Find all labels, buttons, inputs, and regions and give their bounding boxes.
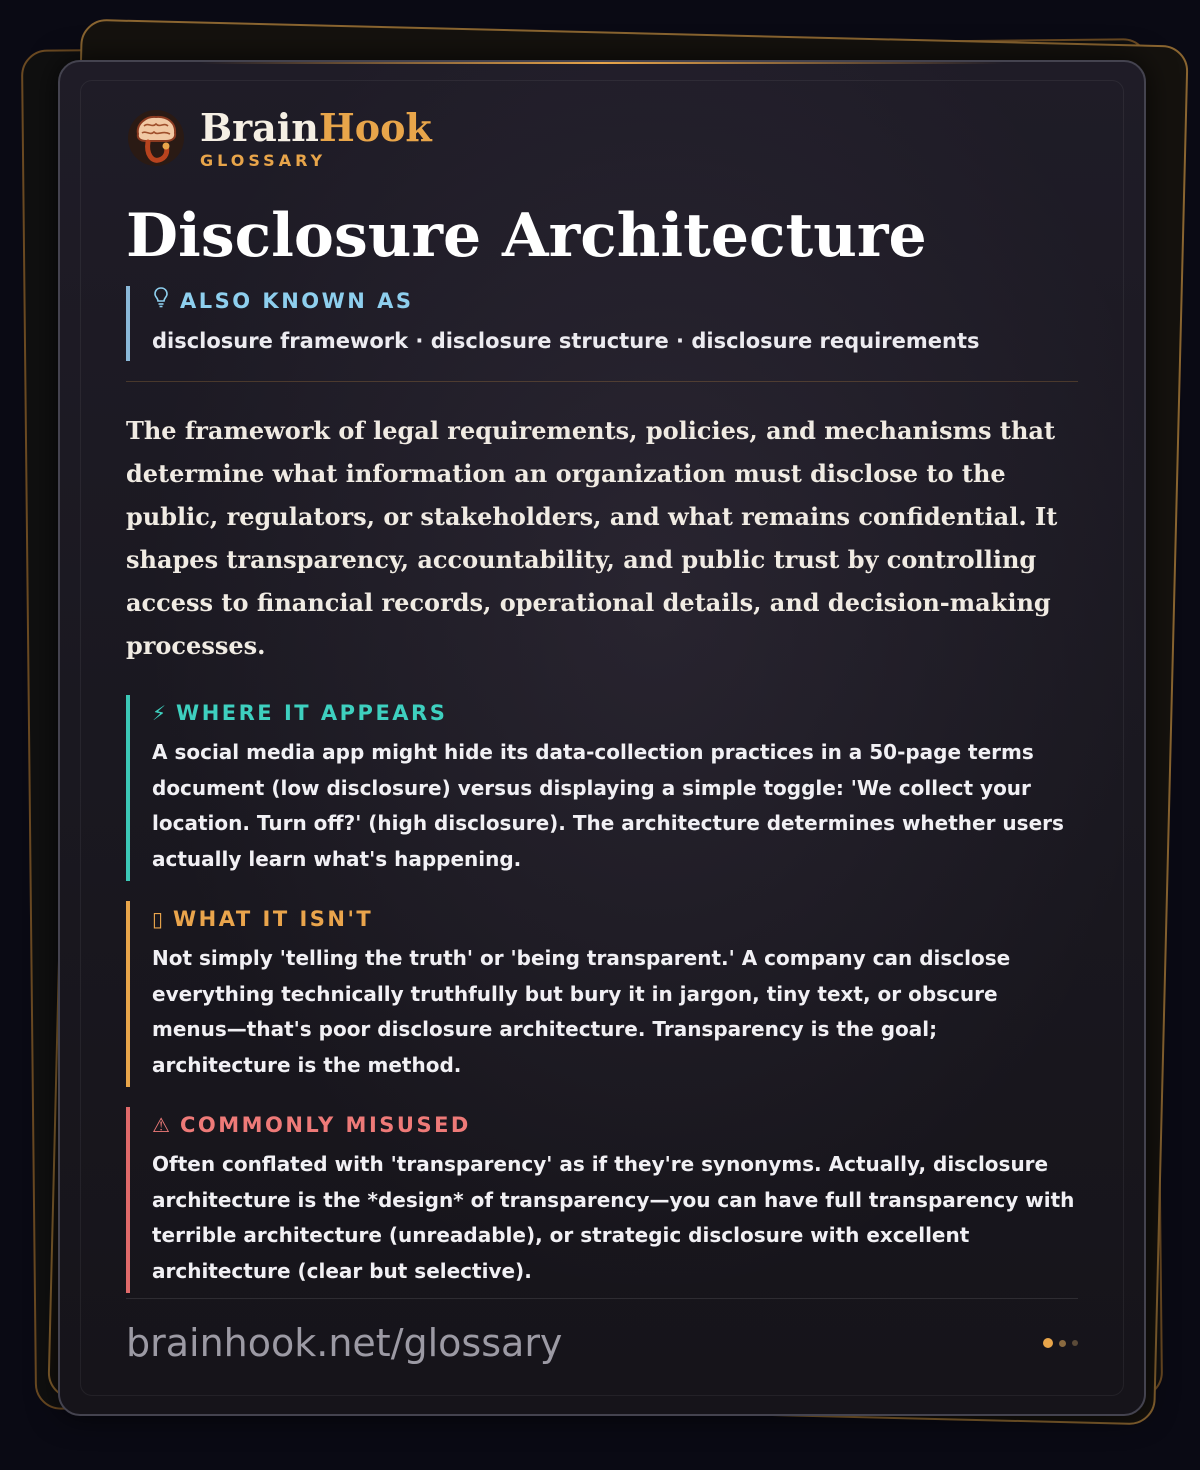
commonly-misused-heading-row: [152, 1111, 1078, 1139]
commonly-misused-heading: COMMONLY MISUSED: [179, 1113, 471, 1137]
what-it-isnt-heading: WHAT IT ISN'T: [173, 907, 374, 931]
brand-text: [200, 104, 432, 170]
commonly-misused-text: Often conflated with 'transparency' as if they're synonyms. Actually, disclosure architecture is the *design* of transparency—you can have full transparency with terrible architecture (unreadable), or strategic disclosure with excellent architecture (clear but selective).: [152, 1152, 1075, 1283]
commonly-misused-box: [126, 1107, 1078, 1293]
pagination-dots: [1037, 1338, 1078, 1348]
what-it-isnt-text: Not simply 'telling the truth' or 'being transparent.' A company can disclose everything technically truthfully but bury it in jargon, tiny text, or obscure menus—that's poor disclosure architecture. Transparency is the goal; architecture is the method.: [152, 946, 1011, 1077]
where-it-appears-box: [126, 695, 1078, 881]
what-it-isnt-box: [126, 901, 1078, 1087]
also-known-as-heading-row: [152, 286, 1078, 315]
pagination-dot: [1059, 1340, 1066, 1347]
footer-divider: [126, 1298, 1078, 1299]
card-content: [126, 102, 1078, 1293]
brand-name: [200, 104, 432, 150]
also-known-as-text: disclosure framework · disclosure structure · disclosure requirements: [152, 329, 980, 353]
no-entry-icon: ▯: [152, 907, 164, 931]
also-known-as-box: [126, 286, 1078, 361]
card-top-accent: [200, 62, 1004, 64]
brand-name-part2: Hook: [318, 104, 432, 150]
brain-logo-icon: [126, 108, 186, 168]
where-it-appears-text: A social media app might hide its data-collection practices in a 50-page terms document (low disclosure) versus displaying a simple toggle: 'We collect your location. Turn off?' (high disclosure). The architecture determines whether users actually learn what's happening.: [152, 740, 1064, 871]
brand-header: [126, 102, 1078, 174]
term-title: Disclosure Architecture: [126, 201, 927, 271]
where-it-appears-heading: WHERE IT APPEARS: [176, 701, 448, 725]
what-it-isnt-heading-row: [152, 905, 1078, 933]
brand-subtitle: GLOSSARY: [200, 150, 327, 170]
also-known-as-heading: ALSO KNOWN AS: [180, 288, 414, 313]
where-it-appears-heading-row: [152, 699, 1078, 727]
glossary-card: [58, 60, 1146, 1416]
brand-name-part1: Brain: [200, 104, 319, 150]
footer-url[interactable]: brainhook.net/glossary: [126, 1321, 563, 1365]
lightning-icon: ⚡: [152, 701, 167, 725]
pagination-dot: [1072, 1340, 1078, 1346]
section-divider: [126, 381, 1078, 382]
warning-icon: ⚠: [152, 1113, 170, 1137]
definition-text: The framework of legal requirements, policies, and mechanisms that determine what information an organization must disclose to the public, regulators, or stakeholders, and what remains confidential. It shapes transparency, accountability, and public trust by controlling access to financial records, operational details, and decision-making processes.: [126, 416, 1058, 660]
lightbulb-icon: [152, 286, 170, 315]
pagination-dot-active: [1043, 1338, 1053, 1348]
